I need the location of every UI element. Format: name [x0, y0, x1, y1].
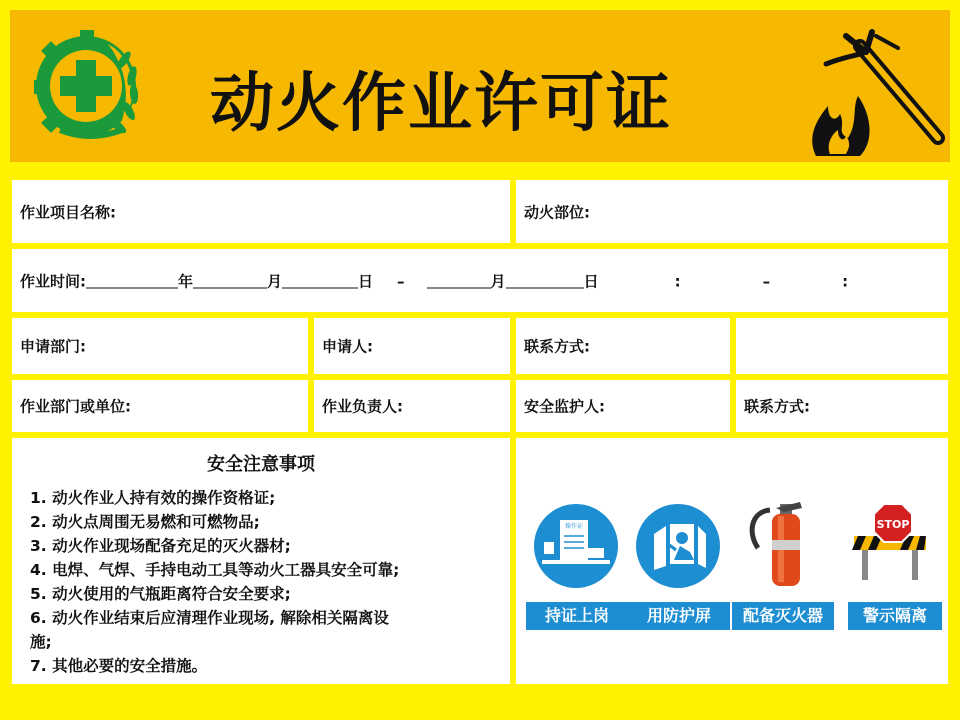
safety-icons-panel	[516, 438, 948, 684]
work-time-label: 作业时间:	[20, 272, 86, 290]
applicant-label: 申请人:	[322, 337, 373, 356]
stop-sign-text: STOP	[876, 518, 910, 531]
note-item: 1. 动火作业人持有效的操作资格证;	[30, 489, 276, 507]
safety-supervisor-field[interactable]	[516, 380, 730, 432]
year-blank[interactable]	[86, 272, 178, 288]
location-label: 动火部位:	[524, 203, 590, 221]
certificate-icon	[534, 504, 618, 588]
contact-1-value[interactable]	[736, 318, 948, 374]
month-label: 月	[267, 272, 283, 290]
project-name-label: 作业项目名称:	[20, 203, 116, 221]
project-name-field[interactable]	[12, 180, 510, 243]
protective-screen-caption: 用防护屏	[628, 602, 730, 630]
safety-supervisor-label: 安全监护人:	[524, 397, 605, 416]
time-colon-2: :	[842, 272, 849, 290]
work-leader-field[interactable]	[314, 380, 510, 432]
certificate-caption: 持证上岗	[526, 602, 628, 630]
note-item: 2. 动火点周围无易燃和可燃物品;	[30, 513, 260, 531]
time-colon-1: :	[674, 272, 681, 290]
work-unit-label: 作业部门或单位:	[20, 397, 131, 416]
note-item: 施;	[30, 633, 52, 651]
fire-extinguisher-icon	[740, 500, 830, 590]
work-leader-label: 作业负责人:	[322, 397, 403, 416]
protective-screen-icon	[636, 504, 720, 588]
location-field[interactable]	[516, 180, 948, 243]
note-item: 5. 动火使用的气瓶距离符合安全要求;	[30, 585, 291, 603]
month-blank[interactable]	[193, 272, 267, 288]
month2-label: 月	[490, 272, 506, 290]
permit-title: 动火作业许可证	[210, 67, 672, 141]
time-dash: –	[397, 272, 405, 290]
note-item: 6. 动火作业结束后应清理作业现场, 解除相关隔离设	[30, 609, 389, 627]
safety-notes-panel	[12, 438, 510, 684]
month2-blank[interactable]	[427, 272, 491, 288]
note-item: 3. 动火作业现场配备充足的灭火器材;	[30, 537, 291, 555]
day-label: 日	[358, 272, 374, 290]
certificate-card-text: 操作证	[564, 523, 584, 530]
contact-2-field[interactable]	[736, 380, 948, 432]
work-unit-field[interactable]	[12, 380, 308, 432]
header-banner	[10, 10, 950, 162]
contact-1-label: 联系方式:	[524, 337, 590, 356]
day2-blank[interactable]	[506, 272, 584, 288]
applicant-field[interactable]	[314, 318, 510, 374]
work-time-field[interactable]	[12, 249, 948, 312]
day-blank[interactable]	[282, 272, 358, 288]
applicant-dept-field[interactable]	[12, 318, 308, 374]
work-time-row	[20, 270, 848, 291]
year-label: 年	[178, 272, 194, 290]
applicant-dept-label: 申请部门:	[20, 337, 86, 356]
stop-barrier-caption: 警示隔离	[848, 602, 942, 630]
safety-notes-title: 安全注意事项	[207, 454, 315, 475]
time-dash-2: –	[762, 272, 771, 290]
note-item: 4. 电焊、气焊、手持电动工具等动火工器具安全可靠;	[30, 561, 400, 579]
fire-extinguisher-caption: 配备灭火器	[732, 602, 834, 630]
welding-torch-flame-icon	[806, 26, 946, 160]
note-item: 7. 其他必要的安全措施。	[30, 657, 208, 675]
day2-label: 日	[583, 272, 599, 290]
contact-2-label: 联系方式:	[744, 397, 810, 416]
safety-notes-list	[30, 486, 510, 678]
stop-barrier-icon	[848, 500, 938, 590]
contact-1-field[interactable]	[516, 318, 730, 374]
safety-cross-logo-icon	[30, 30, 148, 148]
